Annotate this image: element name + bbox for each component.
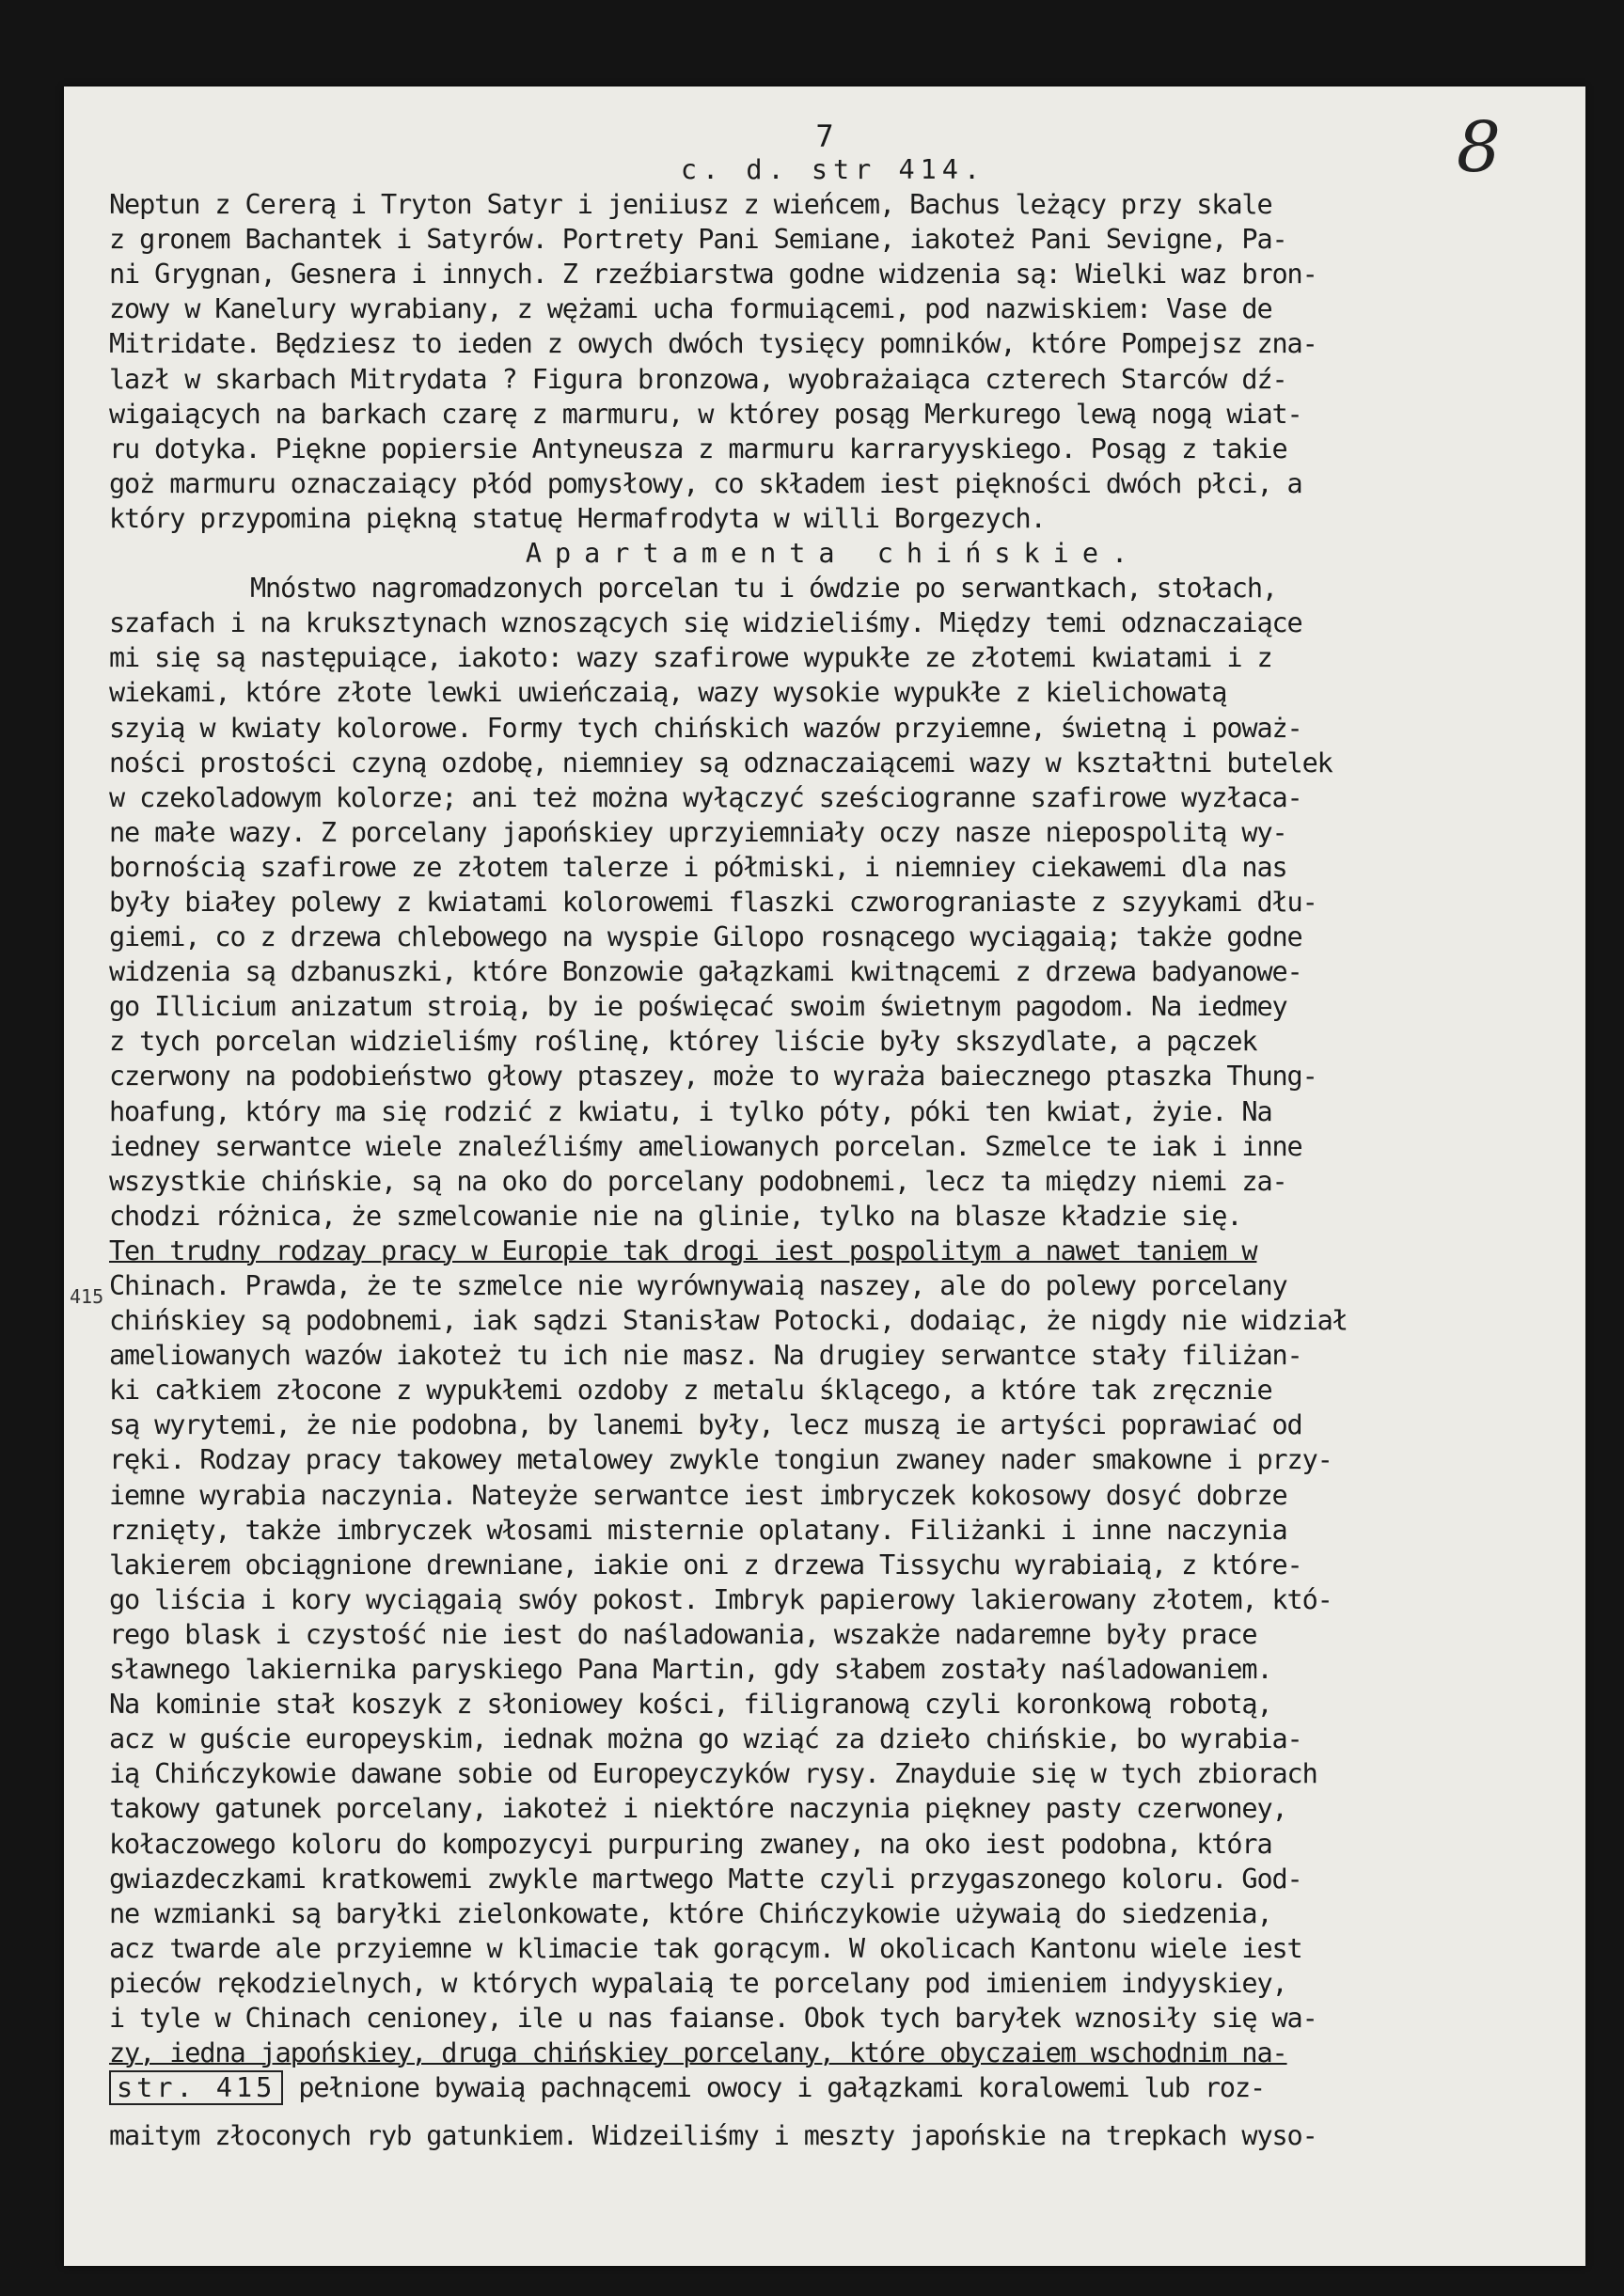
text-line: acz w guście europeyskim, iednak można go wziąć za dzieło chińskie, bo wyrabia- (109, 1723, 1302, 1755)
underlined-text-line: Ten trudny rodzay pracy w Europie tak drogi iest pospolitym a nawet taniem w (109, 1234, 1257, 1266)
text-line: zowy w Kanelury wyrabiany, z wężami ucha formuiącemi, pod nazwiskiem: Vase de (109, 293, 1272, 325)
body-text (109, 152, 1557, 2153)
text-line: ne małe wazy. Z porcelany japońskiey uprzyiemniały oczy nasze niepospolitą wy- (109, 816, 1287, 848)
text-line: Na kominie stał koszyk z słoniowey kości, filigranową czyli koronkową robotą, (109, 1689, 1272, 1721)
text-line: pieców rękodzielnych, w których wypalaią te porcelany pod imieniem indyyskiey, (109, 1967, 1287, 1999)
text-line: ręki. Rodzay pracy takowey metalowey zwykle tongiun zwaney nader smakowne i przy- (109, 1444, 1332, 1476)
text-line: Neptun z Cererą i Tryton Satyr i jeniiusz z wieńcem, Bachus leżący przy skale (109, 189, 1272, 221)
text-line: Chinach. Prawda, że te szmelce nie wyrównywaią naszey, ale do polewy porcelany (109, 1270, 1287, 1301)
text-line: widzenia są dzbanuszki, które Bonzowie gałązkami kwitnącemi z drzewa badyanowe- (109, 956, 1302, 988)
text-line-with-ref (109, 2070, 1557, 2105)
text-line: wszystkie chińskie, są na oko do porcelany podobnemi, lecz ta między niemi za- (109, 1165, 1287, 1197)
text-line: z gronem Bachantek i Satyrów. Portrety Pani Semiane, iakoteż Pani Sevigne, Pa- (109, 224, 1287, 256)
text-line: ni Grygnan, Gesnera i innych. Z rzeźbiarstwa godne widzenia są: Wielki waz bron- (109, 259, 1317, 291)
text-line: gwiazdeczkami kratkowemi zwykle martwego Matte czyli przygaszonego koloru. God- (109, 1863, 1302, 1895)
text-line: były białey polewy z kwiatami kolorowemi flaszki czworograniaste z szyykami dłu- (109, 886, 1317, 918)
text-line: lazł w skarbach Mitrydata ? Figura bronzowa, wyobrażaiąca czterech Starców dź- (109, 363, 1287, 395)
text-line: w czekoladowym kolorze; ani też można wyłączyć sześciogranne szafirowe wyzłaca- (109, 781, 1302, 813)
text-line: kołaczowego koloru do kompozycyi purpuring zwaney, na oko iest podobna, która (109, 1828, 1272, 1860)
typed-page-number: 7 (815, 118, 834, 154)
text-line: czerwony na podobieństwo głowy ptaszey, może to wyraża baiecznego ptaszka Thung- (109, 1061, 1317, 1093)
text-line: który przypomina piękną statuę Hermafrodyta w willi Borgezych. (109, 502, 1046, 534)
text-line: hoafung, który ma się rodzić z kwiatu, i tylko póty, póki ten kwiat, żyie. Na (109, 1095, 1272, 1127)
text-line: rego blask i czystość nie iest do naśladowania, wszakże nadaremne były prace (109, 1618, 1257, 1650)
text-line: sławnego lakiernika paryskiego Pana Martin, gdy słabem zostały naśladowaniem. (109, 1654, 1272, 1686)
text-line: chodzi różnica, że szmelcowanie nie na glinie, tylko na blasze kładzie się. (109, 1200, 1242, 1232)
section-heading: Apartamenta chińskie. (525, 538, 1142, 570)
text-line: acz twarde ale przyiemne w klimacie tak gorącym. W okolicach Kantonu wiele iest (109, 1932, 1302, 1964)
text-line: go Illicium anizatum stroią, by ie poświęcać swoim świetnym pagodom. Na iedmey (109, 991, 1287, 1023)
text-line: bornością szafirowe ze złotem talerze i półmiski, i niemniey ciekawemi dla nas (109, 851, 1287, 883)
text-line: są wyrytemi, że nie podobna, by lanemi były, lecz muszą ie artyści poprawiać od (109, 1409, 1302, 1441)
text-line: goż marmuru oznaczaiący płód pomysłowy, co składem iest piękności dwóch płci, a (109, 467, 1302, 499)
text-line: iedney serwantce wiele znaleźliśmy ameliowanych porcelan. Szmelce te iak i inne (109, 1130, 1302, 1162)
text-line: wiekami, które złote lewki uwieńczaią, wazy wysokie wypukłe z kielichowatą (109, 677, 1227, 709)
text-line: chińskiey są podobnemi, iak sądzi Stanisław Potocki, dodaiąc, że nigdy nie widział (109, 1305, 1348, 1337)
continuation-heading: c. d. str 414. (680, 154, 986, 185)
document-page (64, 86, 1585, 2266)
text-line: z tych porcelan widzieliśmy roślinę, którey liście były skszydlate, a pączek (109, 1026, 1257, 1058)
text-line: ią Chińczykowie dawane sobie od Europeyczyków rysy. Znayduie się w tych zbiorach (109, 1758, 1317, 1790)
text-line: Mitridate. Będziesz to ieden z owych dwóch tysięcy pomników, które Pompejsz zna- (109, 328, 1317, 360)
margin-note: 415 (70, 1285, 104, 1308)
text-line: ru dotyka. Piękne popiersie Antyneusza z marmuru karraryyskiego. Posąg z takie (109, 432, 1287, 464)
text-line: lakierem obciągnione drewniane, iakie oni z drzewa Tissychu wyrabiaią, z które- (109, 1549, 1302, 1580)
text-line: szyią w kwiaty kolorowe. Formy tych chińskich wazów przyiemne, świetną i poważ- (109, 712, 1302, 744)
text-line: iemne wyrabia naczynia. Nateyże serwantce iest imbryczek kokosowy dosyć dobrze (109, 1479, 1287, 1511)
text-line: wigaiących na barkach czarę z marmuru, w którey posąg Merkurego lewą nogą wiat- (109, 398, 1302, 430)
text-line: ne wzmianki są baryłki zielonkowate, które Chińczykowie używaią do siedzenia, (109, 1897, 1272, 1929)
text-line: ności prostości czyną ozdobę, niemniey są odznaczaiącemi wazy w kształtni butelek (109, 747, 1332, 778)
text-line: ki całkiem złocone z wypukłemi ozdoby z metalu śklącego, a które tak zręcznie (109, 1375, 1272, 1407)
text-line: go liścia i kory wyciągaią swóy pokost. Imbryk papierowy lakierowany złotem, któ- (109, 1583, 1332, 1615)
text-line: ameliowanych wazów iakoteż tu ich nie masz. Na drugiey serwantce stały filiżan- (109, 1340, 1302, 1372)
text-line: mi się są następuiące, iakoto: wazy szafirowe wypukłe ze złotemi kwiatami i z (109, 642, 1272, 674)
text-line: rznięty, także imbryczek włosami misternie oplatany. Filiżanki i inne naczynia (109, 1514, 1287, 1546)
page-reference-box: str. 415 (109, 2070, 283, 2105)
handwritten-page-number: 8 (1456, 107, 1501, 188)
text-line: szafach i na kruksztynach wznoszących się widzieliśmy. Między temi odznaczaiące (109, 607, 1302, 639)
text-line: Mnóstwo nagromadzonych porcelan tu i ówdzie po serwantkach, stołach, (250, 573, 1277, 605)
text-line: giemi, co z drzewa chlebowego na wyspie Gilopo rosnącego wyciągaią; także godne (109, 921, 1302, 953)
text-line: takowy gatunek porcelany, iakoteż i niektóre naczynia piękney pasty czerwoney, (109, 1793, 1287, 1825)
text-line: i tyle w Chinach cenioney, ile u nas faianse. Obok tych baryłek wznosiły się wa- (109, 2002, 1317, 2034)
text-line: maitym złoconych ryb gatunkiem. Widzeiliśmy i meszty japońskie na trepkach wyso- (109, 2120, 1317, 2152)
underlined-text-line: zy, iedna japońskiey, druga chińskiey porcelany, które obyczaiem wschodnim na- (109, 2037, 1287, 2069)
text-fragment: pełnione bywaią pachnącemi owocy i gałązkami koralowemi lub roz- (298, 2072, 1266, 2104)
